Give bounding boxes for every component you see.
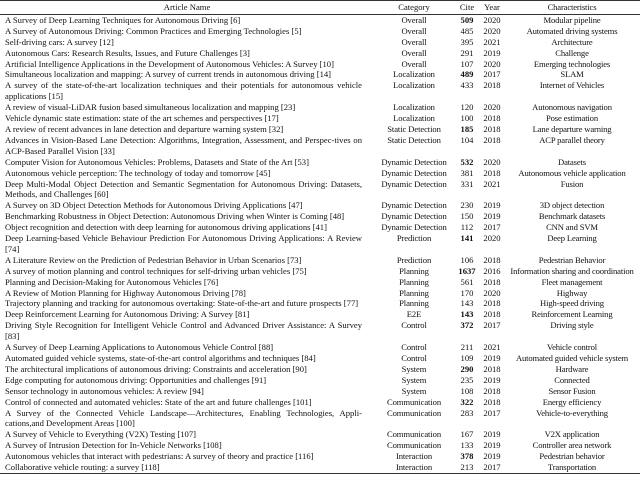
characteristics-cell: Architecture [551,36,593,47]
article-name-cell: Advances in Vision-Based Lane Detection: Algorithms, Integration, Assessment, and Perspec-tives on ACP-Based Parallel Vision [33] [5,134,362,156]
article-name-cell: Deep Learning-based Vehicle Behaviour Prediction For Autonomous Driving Applications: A Review [74] [5,233,362,254]
characteristics-cell: Pedestrian Behavior [538,254,606,265]
year-cell: 2019 [483,353,501,363]
article-name-cell: Simultaneous localization and mapping: A survey of current trends in autonomous driving [14] [5,69,332,80]
year-cell: 2019 [483,200,501,211]
table-row [0,386,640,397]
table-row [0,266,640,277]
year-cell: 2020 [483,58,501,69]
article-name-cell: A review of recent advances in lane detection and departure warning system [32] [5,123,284,134]
characteristics-cell: Emerging technologies [533,58,611,69]
category-cell: System [401,374,427,385]
category-cell: Dynamic Detection [381,156,447,167]
article-name-cell: A Literature Review on the Prediction of Pedestrian Behavior in Urban Scenarios [73] [5,254,302,265]
article-name-cell: A Survey of Deep Learning Applications to Autonomous Vehicle Control [88] [5,342,274,353]
year-cell: 2021 [483,178,501,189]
year-cell: 2020 [483,287,501,298]
cite-cell: 143 [460,298,474,309]
article-name-cell: A survey of motion planning and control techniques for self-driving urban vehicles [75] [5,265,307,276]
table-row [0,80,640,102]
table-row [0,14,640,25]
article-name-cell: Control of connected and automated vehicles: State of the art and future challenges [101] [5,396,312,407]
article-name-cell: Driving Style Recognition for Intelligent Vehicle Control and Advanced Driver Assistance: A Survey [83] [5,320,362,342]
category-cell: Dynamic Detection [381,222,447,233]
cite-cell: 185 [460,123,474,134]
cite-cell: 100 [460,113,474,124]
cite-cell: 331 [460,178,474,189]
category-cell: Static Detection [387,134,441,145]
year-cell: 2021 [483,342,501,353]
cite-cell: 170 [460,287,474,298]
category-cell: Localization [393,69,435,80]
characteristics-cell: Autonomous vehicle application [518,167,626,178]
article-name-cell: A Review of Motion Planning for Highway Autonomous Driving [78] [5,287,246,298]
table-row [0,211,640,222]
table-row [0,222,640,233]
table-row [0,309,640,320]
article-name-cell: A Survey of Autonomous Driving: Common Practices and Emerging Technologies [5] [5,25,302,36]
cite-cell: 107 [460,58,474,69]
article-name-cell: A review of visual-LiDAR fusion based simultaneous localization and mapping [23] [5,102,296,113]
year-cell: 2017 [483,69,501,80]
header-row [0,1,640,15]
table-row [0,298,640,309]
cite-cell: 235 [460,374,474,385]
header-year: Year [484,2,500,12]
category-cell: Interaction [395,451,433,462]
category-cell: System [401,385,427,396]
year-cell: 2018 [483,298,501,309]
article-name-cell: A Survey on 3D Object Detection Methods for Autonomous Driving Applications [47] [5,200,303,211]
characteristics-cell: Automated driving systems [526,25,618,36]
category-cell: Dynamic Detection [381,211,447,222]
cite-cell: 108 [460,385,474,396]
article-name-cell: Vehicle dynamic state estimation: state of the art schemes and perspectives [17] [5,113,279,124]
characteristics-cell: Hardware [555,363,589,374]
cite-cell: 322 [460,396,474,407]
category-cell: E2E [406,309,422,320]
cite-cell: 561 [460,276,474,287]
characteristics-cell: Deep Learning [547,233,597,244]
table-row [0,397,640,408]
characteristics-cell: Internet of Vehicles [539,80,605,91]
category-cell: Dynamic Detection [381,167,447,178]
cite-cell: 283 [460,407,474,418]
cite-cell: 143 [460,309,474,320]
table-row [0,408,640,430]
category-cell: Localization [393,102,435,113]
characteristics-cell: Highway [556,287,588,298]
article-name-cell: Autonomous vehicles that interact with pedestrians: A survey of theory and practice [116] [5,451,314,462]
article-name-cell: The architectural implications of autonomous driving: Constraints and acceleration [90] [5,363,307,374]
year-cell: 2018 [483,385,501,396]
year-cell: 2018 [483,134,501,145]
category-cell: Control [401,353,427,363]
category-cell: Dynamic Detection [381,178,447,189]
characteristics-cell: Driving style [550,320,594,331]
category-cell: Planning [399,287,429,298]
characteristics-cell: Connected [554,374,590,385]
article-name-cell: Benchmarking Robustness in Object Detection: Autonomous Driving when Winter is Coming [48] [5,211,345,222]
table-row [0,124,640,135]
article-name-cell: A survey of the state-of-the-art localization techniques and their potentials for autonomous vehicle applications [15] [5,80,362,102]
category-cell: Control [401,342,427,353]
table-row [0,255,640,266]
category-cell: Communication [386,407,442,418]
characteristics-cell: Autonomous navigation [532,102,612,113]
category-cell: Prediction [396,233,432,244]
table-row [0,157,640,168]
article-name-cell: Object recognition and detection with deep learning for autonomous driving applications [41] [5,222,327,233]
table-row [0,168,640,179]
article-name-cell: Collaborative vehicle routing: a survey [118] [5,462,160,473]
table-row [0,102,640,113]
category-cell: Overall [401,25,427,36]
cite-cell: 167 [460,429,474,440]
article-name-cell: Autonomous vehicle perception: The technology of today and tomorrow [45] [5,167,271,178]
category-cell: Localization [393,113,435,124]
cite-cell: 509 [460,14,474,25]
table-row [0,353,640,364]
characteristics-cell: Pose estimation [546,113,598,124]
category-cell: System [401,363,427,374]
cite-cell: 109 [460,353,474,363]
characteristics-cell: Challenge [555,47,589,58]
category-cell: Static Detection [387,123,441,134]
table-row [0,37,640,48]
characteristics-cell: Lane departure warning [532,123,612,134]
table-row [0,233,640,255]
characteristics-cell: Datasets [558,156,586,167]
cite-cell: 150 [460,211,474,222]
characteristics-cell: Vehicle control [546,342,597,353]
category-cell: Overall [401,36,427,47]
article-name-cell: Deep Multi-Modal Object Detection and Semantic Segmentation for Autonomous Driving: Datasets, Methods, and Challenges [60] [5,178,362,200]
cite-cell: 104 [460,134,474,145]
table-row [0,48,640,59]
year-cell: 2018 [483,123,501,134]
category-cell: Planning [399,265,429,276]
year-cell: 2019 [483,211,501,222]
article-name-cell: Sensor technology in autonomous vehicles: A review [94] [5,385,204,396]
cite-cell: 489 [460,69,474,80]
category-cell: Prediction [396,254,432,265]
table-row [0,440,640,451]
year-cell: 2019 [483,374,501,385]
year-cell: 2019 [483,429,501,440]
article-name-cell: Computer Vision for Autonomous Vehicles: Problems, Datasets and State of the Art [53] [5,156,309,167]
article-name-cell: A Survey of Vehicle to Everything (V2X) Testing [107] [5,429,196,440]
year-cell: 2017 [483,407,501,418]
table-row [0,288,640,299]
table-row [0,113,640,124]
category-cell: Overall [401,47,427,58]
year-cell: 2018 [483,309,501,320]
table-row [0,364,640,375]
cite-cell: 290 [460,363,474,374]
year-cell: 2019 [483,47,501,58]
characteristics-cell: Transportation [547,462,597,473]
table-row [0,451,640,462]
characteristics-cell: Sensor Fusion [548,385,596,396]
characteristics-cell: Pedestrian behavior [539,451,605,462]
category-cell: Control [401,320,427,331]
year-cell: 2019 [483,451,501,462]
cite-cell: 112 [460,222,474,233]
table-row [0,375,640,386]
cite-cell: 213 [460,462,474,473]
characteristics-cell: ACP parallel theory [539,134,605,145]
table-body [0,14,640,473]
table-row [0,277,640,288]
article-name-cell: Planning and Decision-Making for Autonomous Vehicles [76] [5,276,219,287]
table-row [0,429,640,440]
cite-cell: 395 [460,36,474,47]
year-cell: 2017 [483,320,501,331]
table-row [0,179,640,201]
table-row [0,320,640,342]
header-characteristics: Characteristics [547,2,597,12]
year-cell: 2017 [483,222,501,233]
characteristics-cell: Energy efficiency [542,396,602,407]
article-name-cell: A Survey of Intrusion Detection for In-Vehicle Networks [108] [5,440,222,451]
characteristics-cell: High-speed driving [540,298,604,309]
table-row [0,69,640,80]
article-name-cell: Deep Reinforcement Learning for Autonomous Driving: A Survey [81] [5,309,250,320]
cite-cell: 230 [460,200,474,211]
table-row [0,59,640,70]
year-cell: 2020 [483,14,501,25]
article-name-cell: Trajectory planning and tracking for autonomous overtaking: State-of-the-art and future prospects [77] [5,298,359,309]
table-header [0,1,640,15]
cite-cell: 141 [460,233,474,244]
category-cell: Localization [393,80,435,91]
characteristics-cell: Controller area network [532,440,612,451]
table-row [0,342,640,353]
characteristics-cell: Vehicle-to-everything [536,407,608,418]
year-cell: 2020 [483,233,501,244]
article-name-cell: Automated guided vehicle systems, state-of-the-art control algorithms and techniques [84] [5,353,316,363]
year-cell: 2019 [483,440,501,451]
category-cell: Communication [386,440,442,451]
article-name-cell: Artificial Intelligence Applications in the Development of Autonomous Vehicles: A Survey [10] [5,58,334,69]
cite-cell: 378 [460,451,474,462]
cite-cell: 532 [460,156,474,167]
cite-cell: 1637 [458,265,476,276]
table-row [0,200,640,211]
cite-cell: 372 [460,320,474,331]
article-name-cell: Edge computing for autonomous driving: Opportunities and challenges [91] [5,374,267,385]
header-category: Category [398,2,430,12]
cite-cell: 381 [460,167,474,178]
category-cell: Planning [399,298,429,309]
cite-cell: 133 [460,440,474,451]
year-cell: 2018 [483,276,501,287]
category-cell: Overall [401,58,427,69]
article-name-cell: A Survey of Deep Learning Techniques for Autonomous Driving [6] [5,14,241,25]
category-cell: Interaction [395,462,433,473]
cite-cell: 433 [460,80,474,91]
year-cell: 2016 [483,265,501,276]
characteristics-cell: Automated guided vehicle system [515,353,629,363]
characteristics-cell: Modular pipeline [543,14,601,25]
year-cell: 2018 [483,167,501,178]
article-name-cell: Self-driving cars: A survey [12] [5,36,114,47]
characteristics-cell: Fleet management [541,276,603,287]
cite-cell: 106 [460,254,474,265]
characteristics-cell: 3D object detection [539,200,605,211]
cite-cell: 120 [460,102,474,113]
header-article-name: Article Name [163,2,211,12]
characteristics-cell: SLAM [560,69,584,80]
year-cell: 2018 [483,80,501,91]
year-cell: 2020 [483,102,501,113]
year-cell: 2021 [483,36,501,47]
cite-cell: 211 [460,342,474,353]
year-cell: 2018 [483,363,501,374]
year-cell: 2020 [483,156,501,167]
category-cell: Communication [386,429,442,440]
category-cell: Communication [386,396,442,407]
year-cell: 2017 [483,462,501,473]
header-cite: Cite [459,2,475,12]
year-cell: 2020 [483,25,501,36]
characteristics-cell: Benchmark datasets [538,211,606,222]
cite-cell: 291 [460,47,474,58]
table-row [0,26,640,37]
article-name-cell: A Survey of the Connected Vehicle Landscape—Architectures, Enabling Technologies, Appli-cations,and Development Areas [100] [5,407,362,429]
characteristics-cell: Information sharing and coordination [510,265,634,276]
category-cell: Planning [399,276,429,287]
category-cell: Dynamic Detection [381,200,447,211]
year-cell: 2018 [483,254,501,265]
year-cell: 2018 [483,396,501,407]
characteristics-cell: CNN and SVM [546,222,598,233]
table-row [0,462,640,473]
year-cell: 2018 [483,113,501,124]
table-row [0,135,640,157]
characteristics-cell: V2X application [544,429,600,440]
cite-cell: 485 [460,25,474,36]
category-cell: Overall [401,14,427,25]
characteristics-cell: Reinforcement Learning [531,309,613,320]
characteristics-cell: Fusion [560,178,584,189]
article-name-cell: Autonomous Cars: Research Results, Issues, and Future Challenges [3] [5,47,250,58]
